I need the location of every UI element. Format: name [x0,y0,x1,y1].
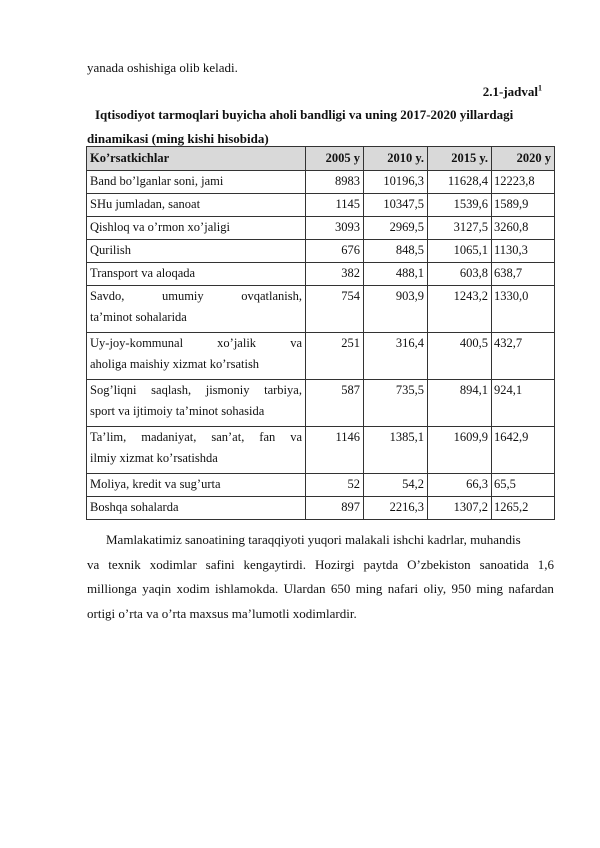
paragraph-line: ortigi o’rta va o’rta maxsus ma’lumotli xodimlardir. [87,606,357,621]
word: Hozirgi [315,557,355,572]
row-label-line: Moliya, kredit va sug’urta [90,477,221,491]
word: jismoniy [205,383,250,397]
value-cell: 1330,0 [492,286,555,333]
word: saqlash, [151,383,192,397]
value-cell: 903,9 [364,286,428,333]
word: millionga [87,581,137,596]
row-label-line-justified [90,427,302,448]
value-cell: 3127,5 [428,217,492,240]
employment-table [86,146,555,520]
word: texnik [108,557,141,572]
value-cell: 65,5 [492,474,555,497]
value-cell: 54,2 [364,474,428,497]
value-cell: 251 [306,333,364,380]
value-cell: 1243,2 [428,286,492,333]
value-cell: 1130,3 [492,240,555,263]
word: xodim [176,581,210,596]
value-cell: 754 [306,286,364,333]
row-label-line: sport va ijtimoiy ta’minot sohasida [90,404,265,418]
word: tarbiya, [264,383,302,397]
table-body [87,171,555,520]
table-row [87,333,555,380]
value-cell: 1146 [306,427,364,474]
word: nafari [387,581,419,596]
table-row [87,286,555,333]
paragraph-line: Mamlakatimiz sanoatining taraqqiyoti yuqori malakali ishchi kadrlar, muhandis [106,532,521,547]
word: Savdo, [90,289,125,303]
word: 1,6 [537,557,554,572]
row-label-line: Band bo’lganlar soni, jami [90,174,224,188]
value-cell: 1065,1 [428,240,492,263]
value-cell: 676 [306,240,364,263]
table-title-line-1: Iqtisodiyot tarmoqlari buyicha aholi bandligi va uning 2017-2020 yillardagi [95,107,514,122]
header-cell: 2015 y. [428,147,492,171]
row-label-line: Qurilish [90,243,131,257]
row-label-cell [87,333,306,380]
table-row [87,171,555,194]
row-label-cell [87,497,306,520]
paragraph-line-justified [87,581,554,597]
table-label [483,84,542,100]
value-cell: 735,5 [364,380,428,427]
value-cell: 603,8 [428,263,492,286]
table-row [87,497,555,520]
value-cell: 924,1 [492,380,555,427]
value-cell: 1589,9 [492,194,555,217]
row-label-line: Qishloq va o’rmon xo’jaligi [90,220,230,234]
word: oliy, [423,581,447,596]
value-cell: 10196,3 [364,171,428,194]
word: Ta’lim, [90,430,127,444]
value-cell: 2969,5 [364,217,428,240]
row-label-line: ilmiy xizmat ko’rsatishda [90,451,218,465]
table-label-text: 2.1-jadval [482,84,538,99]
table-row [87,217,555,240]
value-cell: 1307,2 [428,497,492,520]
intro-line: yanada oshishiga olib keladi. [87,60,238,75]
row-label-line: Transport va aloqada [90,266,196,280]
table-title-line-2: dinamikasi (ming kishi hisobida) [87,131,269,146]
header-cell: 2020 y [492,147,555,171]
row-label-cell [87,286,306,333]
value-cell: 587 [306,380,364,427]
value-cell: 638,7 [492,263,555,286]
value-cell: 848,5 [364,240,428,263]
table-row [87,474,555,497]
value-cell: 10347,5 [364,194,428,217]
value-cell: 1385,1 [364,427,428,474]
word: nafardan [508,581,554,596]
word: xodimlar [149,557,197,572]
table-row [87,427,555,474]
table-row [87,240,555,263]
value-cell: 897 [306,497,364,520]
value-cell: 66,3 [428,474,492,497]
paragraph-line-justified [87,557,554,573]
table-header-row [87,147,555,171]
row-label-line-justified [90,286,302,307]
row-label-cell [87,240,306,263]
value-cell: 12223,8 [492,171,555,194]
word: kengaytirdi. [243,557,307,572]
row-label-cell [87,427,306,474]
row-label-line: Boshqa sohalarda [90,500,179,514]
header-cell: 2010 y. [364,147,428,171]
value-cell: 1145 [306,194,364,217]
row-label-line: aholiga maishiy xizmat ko’rsatish [90,357,260,371]
word: xo’jalik [217,336,257,350]
word: ming [476,581,504,596]
value-cell: 1539,6 [428,194,492,217]
row-label-cell [87,217,306,240]
footnote-marker: 1 [538,83,542,93]
word: Sog’liqni [90,383,137,397]
table-row [87,263,555,286]
word: fan [259,430,276,444]
word: madaniyat, [141,430,197,444]
row-label-cell [87,263,306,286]
value-cell: 8983 [306,171,364,194]
value-cell: 316,4 [364,333,428,380]
value-cell: 1265,2 [492,497,555,520]
value-cell: 1642,9 [492,427,555,474]
row-label-cell [87,474,306,497]
word: umumiy [161,289,204,303]
value-cell: 11628,4 [428,171,492,194]
value-cell: 488,1 [364,263,428,286]
word: Ulardan [283,581,326,596]
row-label-line: SHu jumladan, sanoat [90,197,201,211]
word: safini [205,557,235,572]
row-label-line-justified [90,333,302,354]
word: ming [355,581,383,596]
word: sanoatida [479,557,529,572]
value-cell: 382 [306,263,364,286]
word: 650 [330,581,351,596]
row-label-cell [87,171,306,194]
word: san’at, [211,430,245,444]
value-cell: 400,5 [428,333,492,380]
table-row [87,380,555,427]
value-cell: 3093 [306,217,364,240]
word: ishlamokda. [215,581,279,596]
value-cell: 52 [306,474,364,497]
table-row [87,194,555,217]
word: va [87,557,100,572]
word: yaqin [142,581,172,596]
word: ovqatlanish, [241,289,302,303]
word: va [290,336,302,350]
word: 950 [451,581,471,596]
word: O’zbekiston [407,557,471,572]
word: va [290,430,302,444]
word: Uy-joy-kommunal [90,336,184,350]
header-cell: 2005 y [306,147,364,171]
word: paytda [363,557,399,572]
header-cell: Ko’rsatkichlar [87,147,306,171]
value-cell: 3260,8 [492,217,555,240]
row-label-line-justified [90,380,302,401]
row-label-cell [87,380,306,427]
row-label-line: ta’minot sohalarida [90,310,187,324]
value-cell: 2216,3 [364,497,428,520]
row-label-cell [87,194,306,217]
value-cell: 894,1 [428,380,492,427]
value-cell: 432,7 [492,333,555,380]
value-cell: 1609,9 [428,427,492,474]
